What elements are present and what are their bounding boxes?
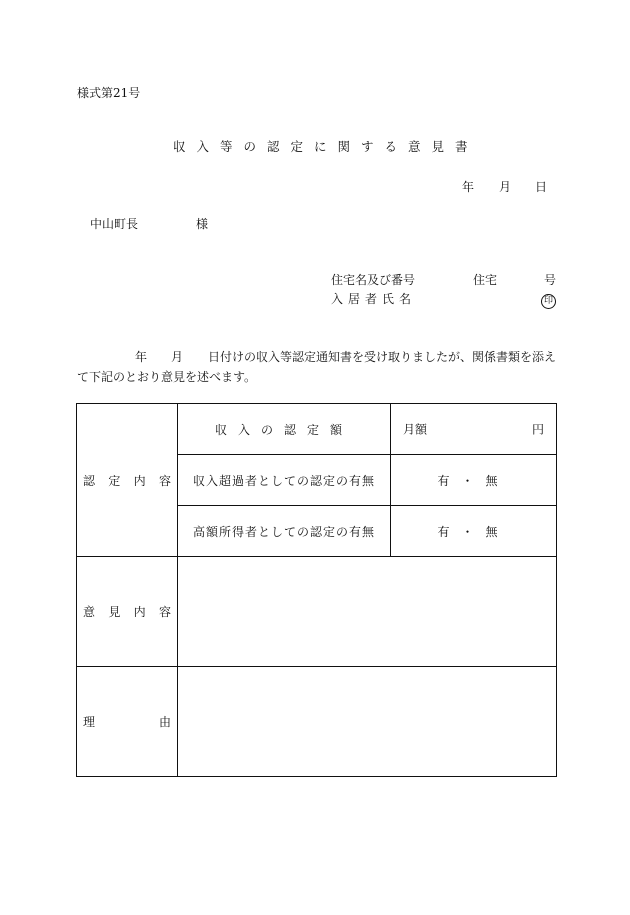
body-year: 年: [135, 350, 148, 364]
opinion-table: [76, 403, 557, 777]
section-reason-label-cell: [77, 667, 178, 777]
section-reason-label: 理由: [83, 715, 171, 729]
section-recognition-label: 認定内容: [83, 473, 171, 488]
resident-name-label: 入居者氏名: [331, 292, 417, 306]
section-recognition-label-cell: [77, 404, 178, 557]
addressee-honorific: 様: [196, 217, 209, 231]
housing-number-suffix: 号: [544, 273, 557, 287]
income-yen-unit: 円: [531, 422, 544, 437]
addressee-name: 中山町長: [90, 217, 139, 231]
income-amount-field[interactable]: [391, 404, 557, 455]
seal-mark: [541, 292, 556, 309]
housing-value: 住宅: [473, 273, 498, 287]
section-opinion-label-cell: [77, 557, 178, 667]
row-income-amount-label-cell: [178, 404, 391, 455]
section-opinion-label: 意見内容: [83, 605, 171, 619]
row-income-amount-label: 収入の認定額: [214, 422, 353, 437]
body-month: 月: [171, 350, 184, 364]
row-excess-income-label-cell: [178, 455, 391, 506]
row-excess-income-label: 収入超過者としての認定の有無: [192, 473, 375, 488]
reason-content-field[interactable]: [178, 667, 557, 777]
document-title: 収入等の認定に関する意見書: [173, 139, 479, 154]
opinion-content-field[interactable]: [178, 557, 557, 667]
high-income-choice[interactable]: 有・無: [391, 506, 557, 557]
date-day: 日: [535, 180, 548, 194]
date-month: 月: [499, 180, 512, 194]
row-high-income-label: 高額所得者としての認定の有無: [192, 524, 375, 539]
housing-label: 住宅名及び番号: [331, 273, 416, 287]
seal-icon: 印: [541, 294, 556, 309]
body-line1-rest: 日付けの収入等認定通知書を受け取りましたが、関係書類を添え: [208, 350, 557, 364]
date-year: 年: [462, 180, 475, 194]
row-high-income-label-cell: [178, 506, 391, 557]
excess-income-choice[interactable]: 有・無: [391, 455, 557, 506]
form-number: 様式第21号: [77, 86, 141, 100]
body-line2: て下記のとおり意見を述べます。: [77, 370, 257, 384]
income-monthly-label: 月額: [403, 422, 428, 437]
